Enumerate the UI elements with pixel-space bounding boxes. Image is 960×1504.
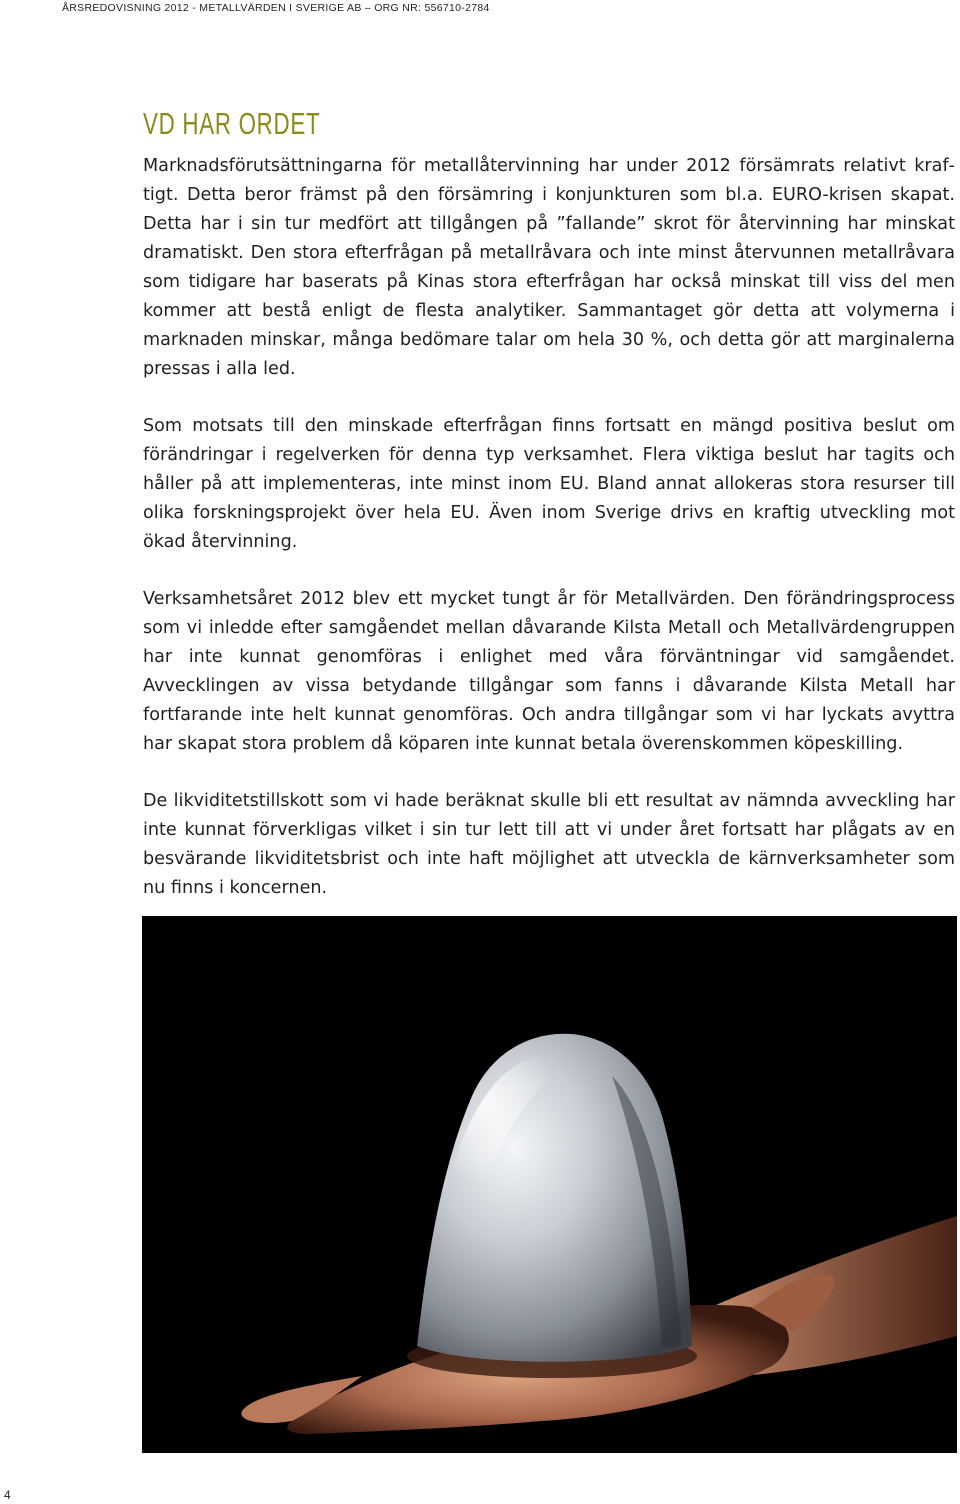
paragraph-market-conditions: Marknadsförutsättningarna för metallåtervinning har under 2012 försämrats relativt kraftigt. Detta beror främst på den försämring i konjunkturen som bl.a. EURO-krisen skapat. Detta har i sin tur medfört att tillgången på ”fallande” skrot för återvinning har minskat dramatiskt. Den stora efterfrågan på metallråvara och inte minst återvunnen metallråvara som tidigare har baserats på Kinas stora efterfrågan har också minskat till viss del men kommer att bestå enligt de flesta analytiker. Sammantaget gör detta att volymerna i marknaden minskar, många bedömare talar om hela 30 %, och detta gör att marginalerna pressas i alla led. xyxy=(143,156,955,379)
paragraph-fiscal-year: Verksamhetsåret 2012 blev ett mycket tungt år för Metallvärden. Den förändringsprocess som vi inledde efter samgåendet mellan dåvarande Kilsta Metall och Metallvärdengruppen har inte kunnat genomföras i enlighet med våra förväntningar vid samgåendet. Avvecklingen av vissa betydande tillgångar som fanns i dåvarande Kilsta Metall har fortfarande inte helt kunnat genomföras. Och andra tillgångar som vi har lyckats avyttra har skapat stora problem då köparen inte kunnat betala överenskommen köpeskilling. xyxy=(143,589,955,754)
paragraph-regulations: Som motsats till den minskade efterfrågan finns fortsatt en mängd positiva beslut om förändringar i regelverken för denna typ verksamhet. Flera viktiga beslut har tagits och håller på att implementeras, inte minst inom EU. Bland annat allokeras stora resurser till olika forskningsprojekt över hela EU. Även inom Sverige drivs en kraftig utveckling mot ökad återvinning. xyxy=(143,416,955,552)
article-body xyxy=(143,152,955,931)
page-number: 4 xyxy=(4,1488,11,1502)
running-header: ÅRSREDOVISNING 2012 - METALLVÄRDEN I SVERIGE AB – ORG NR: 556710-2784 xyxy=(62,2,490,14)
paragraph-liquidity: De likviditetstillskott som vi hade beräknat skulle bli ett resultat av nämnda avveckling har inte kunnat förverkligas vilket i sin tur lett till att vi under året fortsatt har plågats av en besvärande likviditetsbrist och inte haft möjlighet att utveckla de kärnverksamheter som nu finns i koncernen. xyxy=(143,791,955,898)
page-title: VD HAR ORDET xyxy=(143,106,321,141)
photo-hand-holding-metal-ingot xyxy=(142,916,957,1453)
